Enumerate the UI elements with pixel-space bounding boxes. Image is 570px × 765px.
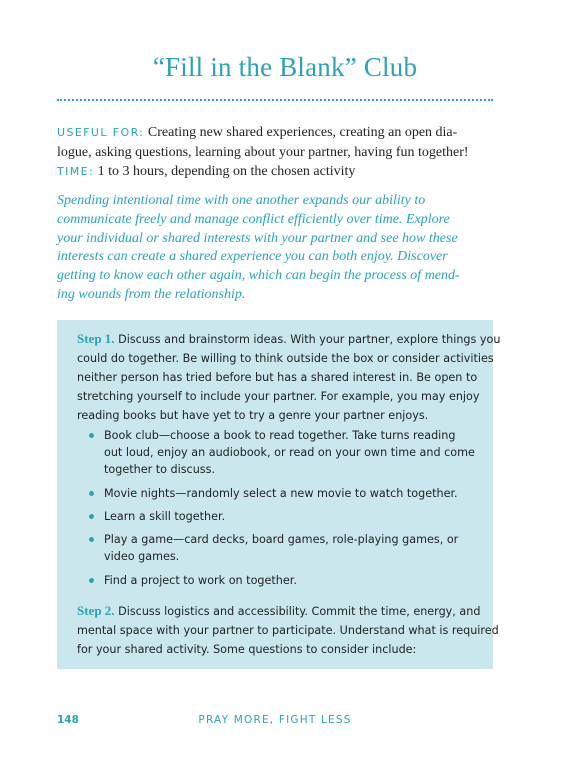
step-1-label: Step 1.	[77, 331, 115, 346]
list-item-line: out loud, enjoy an audiobook, or read on your own time and come	[104, 446, 475, 459]
step-1	[77, 329, 501, 425]
time-value: 1 to 3 hours, depending on the chosen activity	[97, 164, 356, 179]
running-head: PRAY MORE, FIGHT LESS	[198, 714, 352, 726]
page-number: 148	[57, 714, 79, 726]
list-item-line: Learn a skill together.	[104, 510, 226, 523]
useful-for-label: USEFUL FOR:	[57, 126, 145, 139]
step-1-line: reading books but have yet to try a genre your partner enjoys.	[77, 409, 429, 422]
intro-line: your individual or shared interests with your partner and see how these	[57, 230, 458, 246]
bullet-icon	[89, 537, 94, 542]
step-2	[77, 601, 499, 659]
bullet-icon	[89, 578, 94, 583]
list-item-line: Book club—choose a book to read together. Take turns reading	[104, 429, 456, 442]
bullet-icon	[89, 514, 94, 519]
page-title: “Fill in the Blank” Club	[152, 52, 418, 82]
list-item-line: Movie nights—randomly select a new movie to watch together.	[104, 487, 458, 500]
useful-for-line-2: logue, asking questions, learning about your partner, having fun together!	[57, 145, 469, 160]
list-item-line: video games.	[104, 550, 180, 563]
useful-for-block	[57, 123, 517, 163]
step-2-label: Step 2.	[77, 603, 115, 618]
intro-line: communicate freely and manage conflict efficiently over time. Explore	[57, 211, 450, 227]
intro-line: Spending intentional time with one another expands our ability to	[57, 193, 426, 208]
useful-for-line-1: Creating new shared experiences, creating an open dia-	[147, 125, 458, 140]
step-1-line: neither person has tried before but has a shared interest in. Be open to	[77, 371, 478, 384]
list-item-line: Find a project to work on together.	[104, 574, 297, 587]
step-1-line: could do together. Be willing to think outside the box or consider activities	[77, 352, 494, 365]
bullet-icon	[89, 491, 94, 496]
step-2-line: for your shared activity. Some questions to consider include:	[77, 643, 417, 656]
list-item-line: Play a game—card decks, board games, role-playing games, or	[104, 533, 459, 546]
time-block	[57, 162, 517, 182]
time-label: TIME:	[57, 165, 95, 178]
intro-paragraph	[57, 192, 497, 305]
bullet-icon	[89, 433, 94, 438]
dotted-divider	[57, 99, 493, 101]
step-1-line: Discuss and brainstorm ideas. With your partner, explore things you	[118, 333, 501, 346]
list-item-line: together to discuss.	[104, 463, 216, 476]
step-2-line: mental space with your partner to participate. Understand what is required	[77, 624, 499, 637]
intro-line: ing wounds from the relationship.	[57, 286, 246, 302]
step-1-line: stretching yourself to include your partner. For example, you may enjoy	[77, 390, 480, 403]
intro-line: interests can create a shared experience you can both enjoy. Discover	[57, 249, 448, 265]
step-2-line: Discuss logistics and accessibility. Commit the time, energy, and	[118, 605, 481, 618]
intro-line: getting to know each other again, which can begin the process of mend-	[57, 268, 460, 284]
